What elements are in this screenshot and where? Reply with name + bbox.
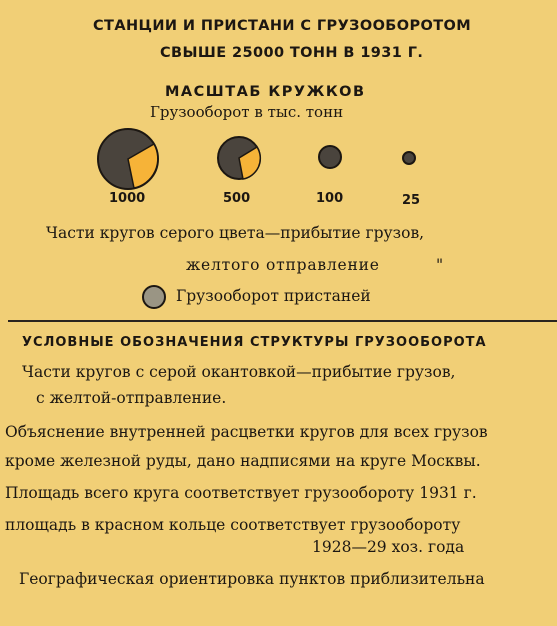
structure-line-8: Географическая ориентировка пунктов приблизительна [19, 570, 485, 588]
structure-line-6: площадь в красном кольце соответствует грузообороту [5, 516, 461, 534]
section-divider [8, 320, 557, 322]
structure-line-3: Объяснение внутренней расцветки кругов для всех грузов [5, 423, 488, 441]
scale-label-1000: 1000 [109, 191, 146, 206]
structure-line-1: Части кругов с серой окантовкой—прибытие грузов, [22, 363, 456, 381]
scale-circle-25 [402, 151, 416, 165]
scale-title: МАСШТАБ КРУЖКОВ [165, 84, 366, 100]
pier-legend-label: Грузооборот пристаней [176, 287, 371, 305]
structure-heading: УСЛОВНЫЕ ОБОЗНАЧЕНИЯ СТРУКТУРЫ ГРУЗООБОРОТА [22, 335, 487, 350]
yellow-parts-note: желтого отправление [186, 256, 380, 274]
pie-circle-500 [216, 135, 262, 181]
scale-subtitle: Грузооборот в тыс. тонн [150, 103, 344, 121]
structure-line-2: с желтой-отправление. [36, 389, 227, 407]
scale-label-25: 25 [402, 193, 421, 208]
structure-line-5: Площадь всего круга соответствует грузообороту 1931 г. [5, 484, 477, 502]
structure-line-4: кроме железной руды, дано надписями на круге Москвы. [5, 452, 481, 470]
ditto-mark: " [436, 256, 444, 274]
scale-label-100: 100 [316, 191, 344, 206]
scale-label-500: 500 [223, 191, 251, 206]
structure-line-7: 1928—29 хоз. года [312, 538, 465, 556]
scale-circle-1000 [96, 127, 160, 191]
gray-parts-note: Части кругов серого цвета—прибытие грузов, [46, 224, 425, 242]
pier-circle-icon [142, 285, 166, 309]
pie-circle-1000 [96, 127, 160, 191]
scale-circle-500 [216, 135, 262, 181]
scale-circle-100 [318, 145, 342, 169]
title-line-2: СВЫШЕ 25000 ТОНН В 1931 Г. [160, 45, 424, 61]
title-line-1: СТАНЦИИ И ПРИСТАНИ С ГРУЗООБОРОТОМ [93, 18, 472, 34]
